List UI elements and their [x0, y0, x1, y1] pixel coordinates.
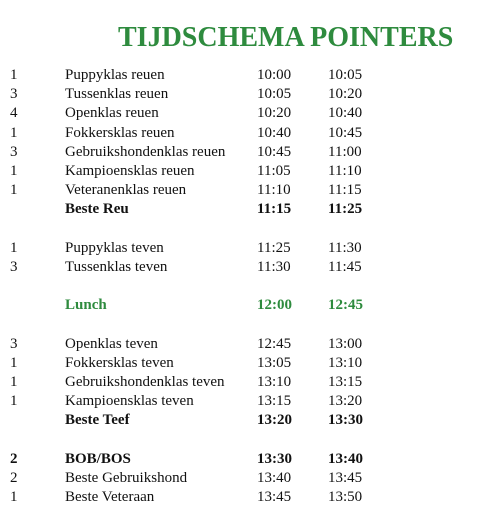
end-time: 13:50	[328, 489, 363, 506]
schedule-row	[0, 450, 478, 469]
start-time: 13:10	[257, 374, 292, 390]
start-time: 10:45	[257, 143, 292, 160]
schedule-row	[0, 162, 478, 181]
end-time: 11:25	[328, 201, 363, 218]
end-time: 13:45	[328, 469, 363, 486]
end-time: 10:45	[328, 124, 363, 141]
class-count: 4	[10, 105, 18, 122]
class-count: 3	[10, 335, 18, 352]
page-title: TIJDSCHEMA POINTERS	[118, 22, 454, 53]
class-count: 2	[10, 469, 18, 486]
class-count: 1	[10, 182, 18, 199]
class-count: 3	[10, 258, 18, 275]
schedule-row	[0, 354, 478, 373]
start-time: 10:00	[257, 67, 292, 83]
start-time: 13:40	[257, 469, 292, 486]
start-time: 11:25	[257, 239, 291, 256]
start-time: 12:45	[257, 335, 292, 352]
start-time: 10:05	[257, 86, 292, 103]
class-name: Beste Reu	[65, 201, 129, 218]
start-time: 10:40	[257, 124, 292, 141]
class-count: 1	[10, 162, 18, 179]
class-name: Tussenklas reuen	[65, 86, 169, 103]
class-count: 1	[10, 124, 18, 141]
schedule-row	[0, 411, 478, 430]
spacer-row	[0, 315, 478, 334]
class-name: Tussenklas teven	[65, 258, 168, 275]
schedule-table	[0, 66, 478, 507]
class-name: Kampioensklas reuen	[65, 162, 195, 179]
start-time: 13:05	[257, 354, 292, 371]
schedule-row	[0, 373, 478, 392]
start-time: 11:10	[257, 182, 291, 199]
class-name: Openklas teven	[65, 335, 158, 352]
start-time: 12:00	[257, 297, 292, 314]
start-time: 13:15	[257, 393, 292, 410]
end-time: 11:45	[328, 258, 362, 275]
class-name: Fokkersklas reuen	[65, 124, 175, 141]
class-count: 3	[10, 86, 18, 103]
class-name: Gebruikshondenklas teven	[65, 374, 225, 390]
class-name: Puppyklas reuen	[65, 67, 165, 83]
class-name: Fokkersklas teven	[65, 354, 174, 371]
end-time: 10:40	[328, 105, 363, 122]
end-time: 13:40	[328, 450, 363, 467]
class-count: 1	[10, 489, 18, 506]
start-time: 11:05	[257, 162, 291, 179]
end-time: 13:30	[328, 412, 363, 429]
start-time: 13:20	[257, 412, 292, 429]
start-time: 13:45	[257, 489, 292, 506]
end-time: 12:45	[328, 297, 363, 314]
schedule-row	[0, 66, 478, 85]
class-count: 1	[10, 239, 18, 256]
class-name: BOB/BOS	[65, 450, 131, 467]
class-name: Beste Gebruikshond	[65, 469, 188, 486]
schedule-row	[0, 335, 478, 354]
end-time: 11:15	[328, 182, 362, 199]
class-count: 1	[10, 67, 18, 83]
schedule-row	[0, 181, 478, 200]
start-time: 13:30	[257, 450, 292, 467]
class-name: Veteranenklas reuen	[65, 182, 187, 199]
end-time: 13:15	[328, 374, 363, 390]
spacer-row	[0, 431, 478, 450]
start-time: 10:20	[257, 105, 292, 122]
end-time: 10:05	[328, 67, 363, 83]
schedule-row	[0, 239, 478, 258]
end-time: 13:00	[328, 335, 363, 352]
schedule-row	[0, 488, 478, 507]
schedule-row	[0, 200, 478, 219]
class-name: Beste Teef	[65, 412, 130, 429]
class-name: Puppyklas teven	[65, 239, 164, 256]
class-name: Openklas reuen	[65, 105, 159, 122]
end-time: 11:30	[328, 239, 362, 256]
schedule-row	[0, 104, 478, 123]
schedule-row	[0, 469, 478, 488]
spacer-row	[0, 277, 478, 296]
schedule-row	[0, 392, 478, 411]
class-name: Beste Veteraan	[65, 489, 155, 506]
class-count: 3	[10, 143, 18, 160]
schedule-row	[0, 124, 478, 143]
end-time: 10:20	[328, 86, 363, 103]
schedule-row	[0, 143, 478, 162]
class-count: 1	[10, 354, 18, 371]
class-name: Kampioensklas teven	[65, 393, 194, 410]
end-time: 11:00	[328, 143, 362, 160]
class-name: Gebruikshondenklas reuen	[65, 143, 226, 160]
end-time: 13:20	[328, 393, 363, 410]
end-time: 13:10	[328, 354, 363, 371]
start-time: 11:30	[257, 258, 291, 275]
schedule-row	[0, 258, 478, 277]
class-name: Lunch	[65, 297, 107, 314]
end-time: 11:10	[328, 162, 362, 179]
class-count: 1	[10, 374, 18, 390]
schedule-row	[0, 296, 478, 315]
start-time: 11:15	[257, 201, 292, 218]
spacer-row	[0, 220, 478, 239]
class-count: 1	[10, 393, 18, 410]
schedule-row	[0, 85, 478, 104]
class-count: 2	[10, 450, 18, 467]
